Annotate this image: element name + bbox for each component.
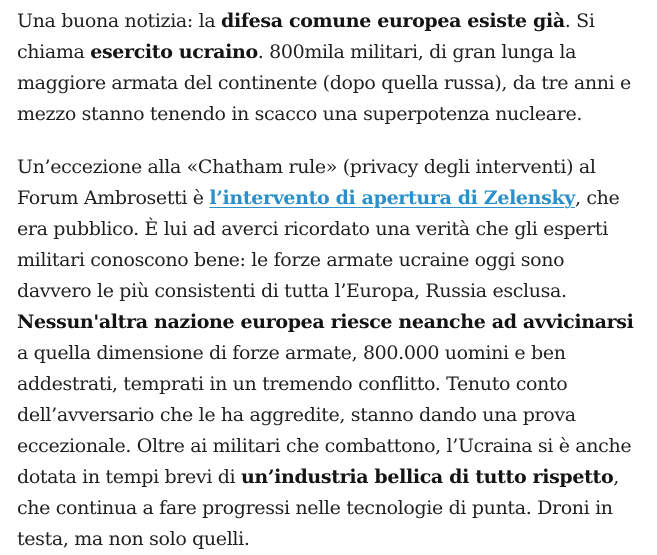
paragraph-defense	[17, 6, 643, 130]
bold-phrase-common-defense: difesa comune europea esiste già	[221, 10, 565, 32]
text-segment: . 800mila militari, di gran lunga la maggiore armata del continente (dopo quella russa), da tre anni e mezzo stanno tenendo in scacco una superpotenza nucleare.	[17, 41, 631, 125]
zelensky-speech-link[interactable]: l’intervento di apertura di Zelensky	[209, 187, 575, 209]
bold-phrase-ukrainian-army: esercito ucraino	[90, 41, 258, 63]
text-segment: , che era pubblico. È lui ad averci ricordato una verità che gli esperti militari conoscono bene: le forze armate ucraine oggi sono davvero le più consistenti di tutta l’Europa, Russia esclusa.	[17, 187, 620, 302]
text-segment: Una buona notizia: la	[17, 10, 222, 32]
text-segment: . Si chiama	[17, 10, 595, 63]
bold-phrase-no-other-nation: Nessun'altra nazione europea riesce neanche ad avvicinarsi	[17, 311, 634, 333]
text-segment: , che continua a fare progressi nelle tecnologie di punta. Droni in testa, ma non solo quelli.	[17, 466, 619, 550]
bold-phrase-war-industry: un’industria bellica di tutto rispetto	[240, 466, 614, 488]
text-segment: Un’eccezione alla «Chatham rule» (privacy degli interventi) al Forum Ambrosetti è	[17, 156, 596, 209]
text-segment: a quella dimensione di forze armate, 800.000 uomini e ben addestrati, temprati in un tremendo conflitto. Tenuto conto dell’avversario che le ha aggredite, stanno dando una prova eccezionale. Oltre ai militari che combattono, l’Ucraina si è anche dotata in tempi brevi di	[17, 342, 632, 488]
paragraph-zelensky	[17, 152, 643, 555]
